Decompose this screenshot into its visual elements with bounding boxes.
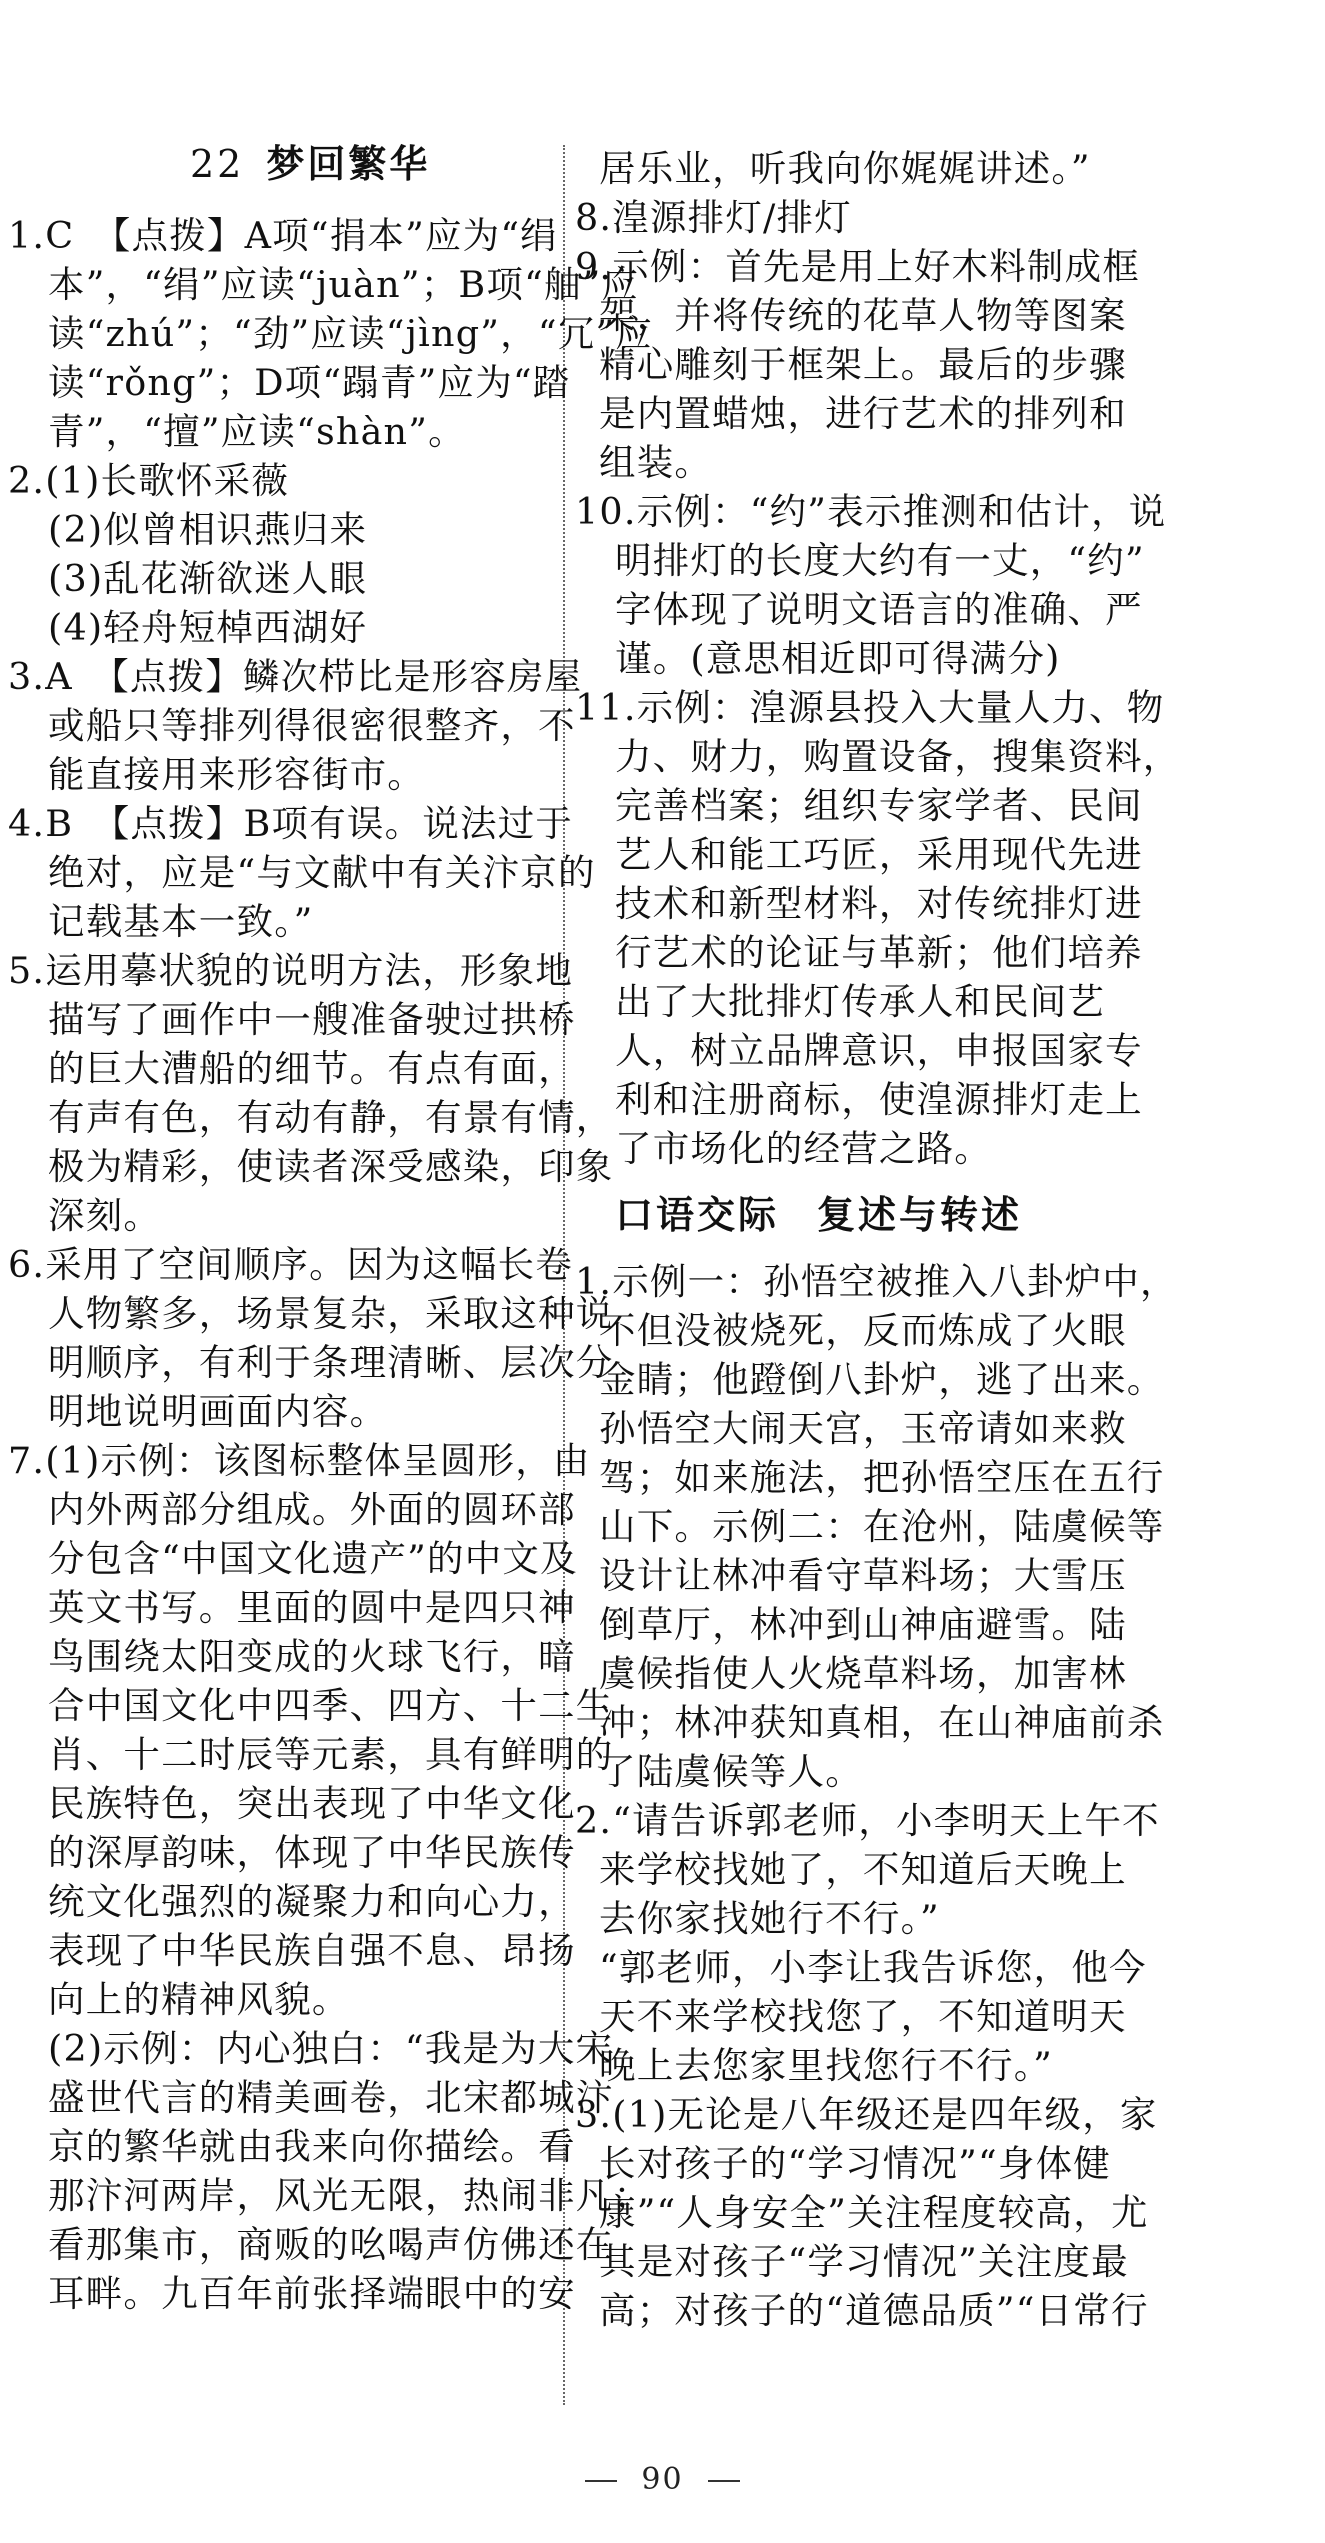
text-line: 去你家找她行不行。” — [599, 1897, 940, 1940]
text-line: 2.“请告诉郭老师，小李明天上午不 — [575, 1799, 1160, 1842]
text-line: 的深厚韵味，体现了中华民族传 — [48, 1831, 576, 1874]
text-line: 有声有色，有动有静，有景有情， — [48, 1096, 614, 1139]
text-line: 明排灯的长度大约有一丈，“约” — [615, 539, 1145, 582]
text-line: 读“zhú”；“劲”应读“jìng”，“冗”应 — [48, 312, 653, 355]
text-line: 精心雕刻于框架上。最后的步骤 — [599, 343, 1127, 386]
section-title-oral — [615, 1191, 1022, 1240]
text-line: 7.(1)示例：该图标整体呈圆形，由 — [8, 1439, 591, 1482]
text-line: 人物繁多，场景复杂，采取这种说 — [48, 1292, 614, 1335]
text-line: 描写了画作中一艘准备驶过拱桥 — [48, 998, 576, 1041]
text-line: 读“rǒng”；D项“蹋青”应为“踏 — [48, 361, 571, 404]
text-line: 合中国文化中四季、四方、十二生 — [48, 1684, 614, 1727]
text-line: 9.示例：首先是用上好木料制成框 — [575, 245, 1141, 288]
text-line: 组装。 — [599, 441, 713, 484]
text-line: 那汴河两岸，风光无限，热闹非凡； — [48, 2174, 652, 2217]
text-line: 来学校找她了，不知道后天晚上 — [599, 1848, 1127, 1891]
text-line: 天不来学校找您了，不知道明天 — [599, 1995, 1127, 2038]
text-line: 长对孩子的“学习情况”“身体健 — [599, 2142, 1111, 2185]
page-number: 90 — [641, 2462, 684, 2497]
text-line: 肖、十二时辰等元素，具有鲜明的 — [48, 1733, 614, 1776]
text-line: 1.示例一：孙悟空被推入八卦炉中， — [575, 1260, 1178, 1303]
section-title-text: 梦回繁华 — [266, 142, 431, 186]
text-line: 8.湟源排灯/排灯 — [575, 196, 852, 239]
text-line: 高；对孩子的“道德品质”“日常行 — [599, 2289, 1149, 2332]
text-line: 绝对，应是“与文献中有关汴京的 — [48, 851, 596, 894]
text-line: 3.A 【点拨】鳞次栉比是形容房屋 — [8, 655, 583, 698]
text-line: (2)似曾相识燕归来 — [48, 508, 368, 551]
text-line: 力、财力，购置设备，搜集资料， — [615, 735, 1181, 778]
text-line: 孙悟空大闹天宫，玉帝请如来救 — [599, 1407, 1127, 1450]
text-line: 设计让林冲看守草料场；大雪压 — [599, 1554, 1127, 1597]
text-line: 明地说明画面内容。 — [48, 1390, 388, 1433]
text-line: “郭老师，小李让我告诉您，他今 — [599, 1946, 1147, 1989]
text-line: 极为精彩，使读者深受感染，印象 — [48, 1145, 614, 1188]
text-line: 完善档案；组织专家学者、民间 — [615, 784, 1143, 827]
text-line: 京的繁华就由我来向你描绘。看 — [48, 2125, 576, 2168]
text-line: 记载基本一致。” — [48, 900, 314, 943]
section-title-22 — [190, 140, 430, 189]
text-line: 行艺术的论证与革新；他们培养 — [615, 931, 1143, 974]
text-line: 向上的精神风貌。 — [48, 1978, 350, 2021]
text-line: 虞候指使人火烧草料场，加害林 — [599, 1652, 1127, 1695]
text-line: 出了大批排灯传承人和民间艺 — [615, 980, 1106, 1023]
footer-dash-right — [708, 2480, 740, 2482]
text-line: 冲；林冲获知真相，在山神庙前杀 — [599, 1701, 1165, 1744]
text-line: 6.采用了空间顺序。因为这幅长卷 — [8, 1243, 574, 1286]
text-line: 字体现了说明文语言的准确、严 — [615, 588, 1143, 631]
text-line: (4)轻舟短棹西湖好 — [48, 606, 368, 649]
text-line: 鸟围绕太阳变成的火球飞行，暗 — [48, 1635, 576, 1678]
text-line: 架，并将传统的花草人物等图案 — [599, 294, 1127, 337]
text-line: (2)示例：内心独白：“我是为大宋 — [48, 2027, 614, 2070]
text-line: 谨。(意思相近即可得满分) — [615, 637, 1061, 680]
text-line: 5.运用摹状貌的说明方法，形象地 — [8, 949, 574, 992]
text-line: 看那集市，商贩的吆喝声仿佛还在 — [48, 2223, 614, 2266]
section-title-part-a: 口语交际 — [615, 1193, 780, 1237]
text-line: 10.示例：“约”表示推测和估计，说 — [575, 490, 1167, 533]
text-line: 不但没被烧死，反而炼成了火眼 — [599, 1309, 1127, 1352]
text-line: 倒草厅，林冲到山神庙避雪。陆 — [599, 1603, 1127, 1646]
text-line: 山下。示例二：在沧州，陆虞候等 — [599, 1505, 1165, 1548]
text-line: 人，树立品牌意识，申报国家专 — [615, 1029, 1143, 1072]
text-line: 统文化强烈的凝聚力和向心力， — [48, 1880, 576, 1923]
text-line: 晚上去您家里找您行不行。” — [599, 2044, 1054, 2087]
page-footer — [0, 2462, 1325, 2497]
text-line: 英文书写。里面的圆中是四只神 — [48, 1586, 576, 1629]
text-line: 其是对孩子“学习情况”关注度最 — [599, 2240, 1129, 2283]
text-line: 11.示例：湟源县投入大量人力、物 — [575, 686, 1165, 729]
text-line: 盛世代言的精美画卷，北宋都城汴 — [48, 2076, 614, 2119]
text-line: 分包含“中国文化遗产”的中文及 — [48, 1537, 578, 1580]
text-line: 技术和新型材料，对传统排灯进 — [615, 882, 1143, 925]
text-line: 是内置蜡烛，进行艺术的排列和 — [599, 392, 1127, 435]
text-line: 康”“人身安全”关注程度较高，尤 — [599, 2191, 1149, 2234]
text-line: 表现了中华民族自强不息、昂扬 — [48, 1929, 576, 1972]
text-line: 的巨大漕船的细节。有点有面， — [48, 1047, 576, 1090]
text-line: 青”，“擅”应读“shàn”。 — [48, 410, 466, 453]
text-line: 了市场化的经营之路。 — [615, 1127, 992, 1170]
text-line: 3.(1)无论是八年级还是四年级，家 — [575, 2093, 1158, 2136]
text-line: 4.B 【点拨】B项有误。说法过于 — [8, 802, 574, 845]
text-line: (3)乱花渐欲迷人眼 — [48, 557, 368, 600]
text-line: 居乐业，听我向你娓娓讲述。” — [599, 147, 1091, 190]
text-line: 或船只等排列得很密很整齐，不 — [48, 704, 576, 747]
text-line: 民族特色，突出表现了中华文化 — [48, 1782, 576, 1825]
text-line: 深刻。 — [48, 1194, 162, 1237]
section-title-part-b: 复述与转述 — [817, 1193, 1023, 1237]
text-line: 1.C 【点拨】A项“捐本”应为“绢 — [8, 214, 558, 257]
text-line: 利和注册商标，使湟源排灯走上 — [615, 1078, 1143, 1121]
text-line: 金睛；他蹬倒八卦炉，逃了出来。 — [599, 1358, 1165, 1401]
text-line: 驾；如来施法，把孙悟空压在五行 — [599, 1456, 1165, 1499]
text-line: 2.(1)长歌怀采薇 — [8, 459, 290, 502]
footer-dash-left — [585, 2480, 617, 2482]
text-line: 明顺序，有利于条理清晰、层次分 — [48, 1341, 614, 1384]
section-number: 22 — [190, 142, 245, 186]
text-line: 艺人和能工巧匠，采用现代先进 — [615, 833, 1143, 876]
text-line: 能直接用来形容街市。 — [48, 753, 425, 796]
text-line: 本”，“绢”应读“juàn”；B项“舳”应 — [48, 263, 640, 306]
text-line: 了陆虞候等人。 — [599, 1750, 863, 1793]
text-line: 内外两部分组成。外面的圆环部 — [48, 1488, 576, 1531]
text-line: 耳畔。九百年前张择端眼中的安 — [48, 2272, 576, 2315]
